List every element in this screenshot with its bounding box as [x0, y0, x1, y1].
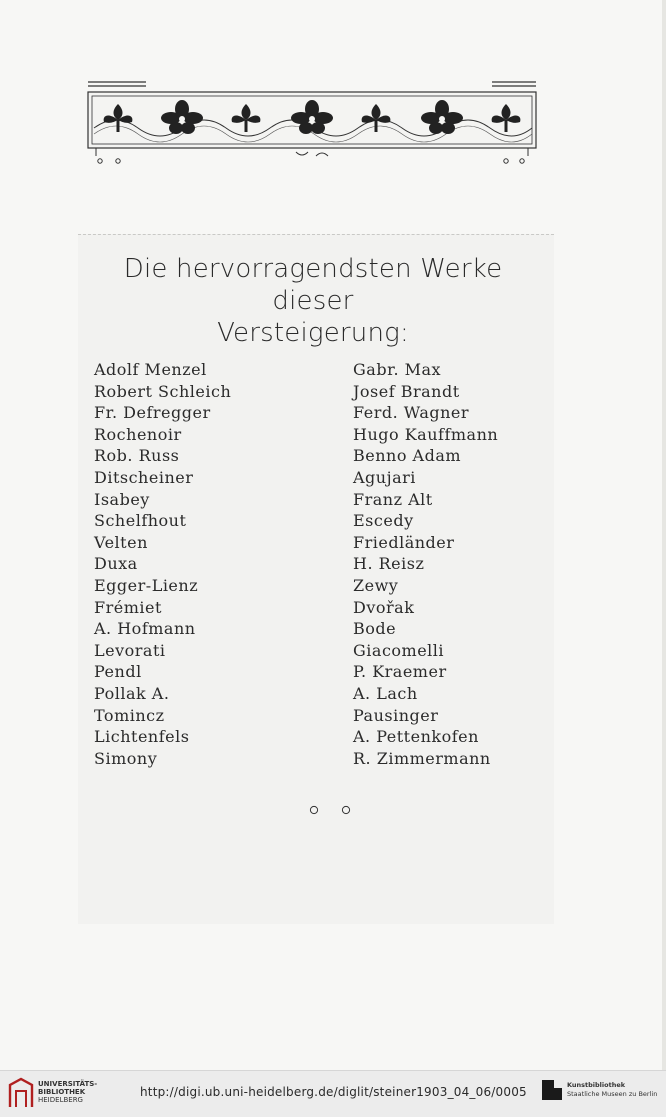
artist-name: A. Pettenkofen: [353, 727, 479, 747]
artist-name: Benno Adam: [353, 446, 462, 466]
artist-list-left: [94, 359, 231, 769]
artist-name: Franz Alt: [353, 489, 433, 509]
kb-line-1: Kunstbibliothek: [567, 1081, 626, 1089]
artist-name: Ditscheiner: [94, 467, 194, 487]
artist-name: Lichtenfels: [94, 727, 190, 747]
artist-name: Pendl: [94, 662, 142, 682]
artist-name: Duxa: [94, 554, 138, 574]
artist-name: Giacomelli: [353, 640, 445, 660]
artist-name: Pollak A.: [94, 683, 170, 703]
artist-name: Egger-Lienz: [94, 575, 199, 595]
artist-name: Ferd. Wagner: [353, 403, 470, 423]
heading-line-1: Die hervorragendsten Werke dieser: [123, 254, 503, 316]
artist-name: Fr. Defregger: [94, 403, 211, 423]
artist-name: Rochenoir: [94, 424, 182, 444]
artist-name: Schelfhout: [94, 511, 187, 531]
artist-name: Levorati: [94, 640, 166, 660]
panel-top-rule: [78, 234, 554, 235]
artist-name: Rob. Russ: [94, 446, 180, 466]
ub-line-3: HEIDELBERG: [38, 1096, 83, 1104]
artist-name: Simony: [94, 748, 158, 768]
university-library-label: [38, 1080, 97, 1104]
ub-line-1: UNIVERSITÄTS-: [38, 1080, 98, 1088]
artist-name: Pausinger: [353, 705, 439, 725]
artist-name: Zewy: [353, 575, 399, 595]
artist-name: Hugo Kauffmann: [353, 424, 499, 444]
artist-name: Adolf Menzel: [94, 360, 207, 379]
kunstbibliothek-logo: [542, 1080, 562, 1100]
decorative-circles: [308, 803, 356, 817]
permalink-url[interactable]: http://digi.ub.uni-heidelberg.de/diglit/steiner1903_04_06/0005: [140, 1085, 527, 1099]
artist-name: P. Kraemer: [353, 662, 447, 682]
floral-ornament-border: [86, 76, 538, 166]
ub-line-2: BIBLIOTHEK: [38, 1088, 86, 1096]
artist-name: Agujari: [353, 467, 416, 487]
artist-name: A. Hofmann: [94, 619, 196, 639]
artist-name: Frémiet: [94, 597, 162, 617]
artist-name: R. Zimmermann: [353, 748, 491, 768]
kunstbibliothek-label: [567, 1081, 657, 1099]
page-heading: [80, 253, 546, 349]
kb-line-2: Staatliche Museen zu Berlin: [567, 1090, 658, 1098]
artist-name: A. Lach: [353, 683, 418, 703]
artist-name: Bode: [353, 619, 397, 639]
artist-name: Friedländer: [353, 532, 455, 552]
artist-name: Dvořak: [353, 597, 415, 617]
page-edge: [662, 0, 666, 1070]
heading-line-2: Versteigerung:: [217, 318, 409, 348]
artist-name: Isabey: [94, 489, 150, 509]
artist-name: Velten: [94, 532, 148, 552]
artist-name: H. Reisz: [353, 554, 425, 574]
artist-name: Robert Schleich: [94, 381, 232, 401]
artist-name: Escedy: [353, 511, 414, 531]
artist-name: Josef Brandt: [353, 381, 460, 401]
university-library-logo: [8, 1077, 34, 1109]
artist-list-right: [353, 359, 498, 769]
artist-name: Tomincz: [94, 705, 165, 725]
artist-name: Gabr. Max: [353, 360, 442, 379]
